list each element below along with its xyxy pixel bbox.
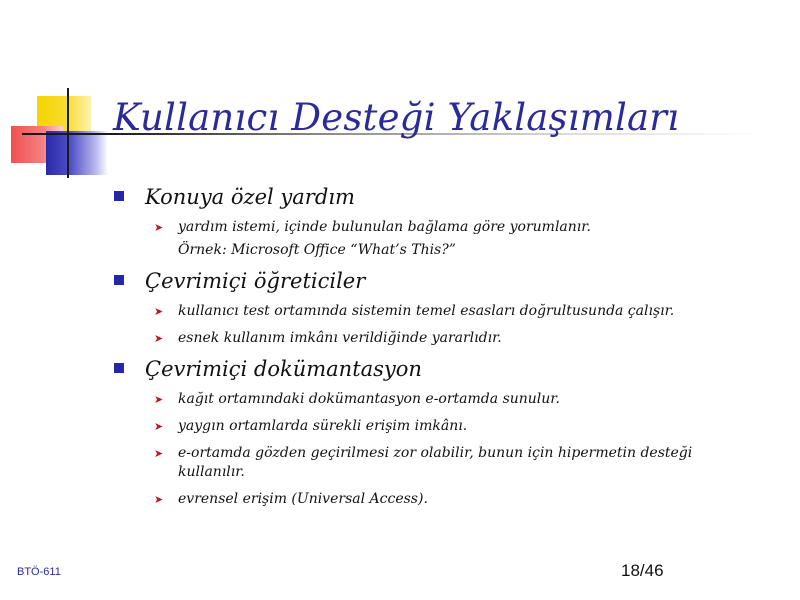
section-heading: Konuya özel yardım [112,184,752,210]
section-heading: Çevrimiçi öğreticiler [112,268,752,294]
red-arrowhead-bullet-icon: ➤ [154,393,164,406]
red-arrowhead-bullet-icon: ➤ [154,447,164,460]
section [112,356,752,509]
page-number: 18/46 [621,561,664,580]
section [112,184,752,260]
blue-square-bullet-icon [114,363,124,373]
blue-square-bullet-icon [114,191,124,201]
list-item: ➤ yaygın ortamlarda sürekli erişim imkânı. [154,418,468,434]
red-arrowhead-bullet-icon: ➤ [154,305,164,318]
list-item: ➤ yardım istemi, içinde bulunulan bağlama göre yorumlanır. [154,219,591,235]
section-heading: Çevrimiçi dokümantasyon [112,356,752,382]
list-item: ➤ evrensel erişim (Universal Access). [154,491,428,507]
slide-content [112,184,752,517]
red-arrowhead-bullet-icon: ➤ [154,332,164,345]
slide-title: Kullanıcı Desteği Yaklaşımları [113,96,680,139]
section [112,268,752,348]
list-item: ➤ e-ortamda gözden geçirilmesi zor olabilir, bunun için hipermetin desteği kullanılır. [154,445,693,480]
list-item: ➤ kullanıcı test ortamında sistemin temel esasları doğrultusunda çalışır. [154,303,675,319]
red-arrowhead-bullet-icon: ➤ [154,493,164,506]
list-item-continuation: Örnek: Microsoft Office “What’s This?” [178,242,456,258]
list-item: ➤ kağıt ortamındaki dokümantasyon e-ortamda sunulur. [154,391,560,407]
decor-blue-square [46,131,108,175]
blue-square-bullet-icon [114,275,124,285]
list-item: ➤ esnek kullanım imkânı verildiğinde yararlıdır. [154,330,502,346]
footer-course-code: BTÖ-611 [17,566,61,578]
red-arrowhead-bullet-icon: ➤ [154,420,164,433]
red-arrowhead-bullet-icon: ➤ [154,221,164,234]
